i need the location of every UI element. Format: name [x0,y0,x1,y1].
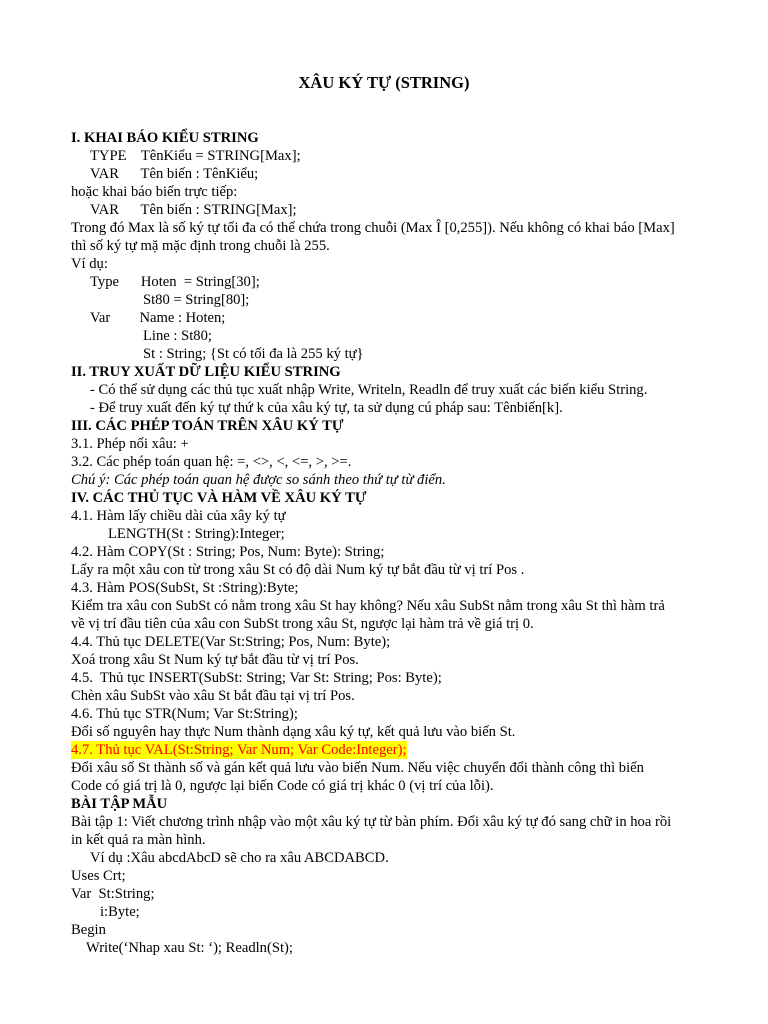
text-line: 4.3. Hàm POS(SubSt, St :String):Byte; [71,580,299,596]
text-line: BÀI TẬP MẪU [71,796,168,812]
text-line: - Để truy xuất đến ký tự thứ k của xâu ký tự, ta sử dụng cú pháp sau: Tênbiến[k]. [90,400,563,416]
text-line: Var Name : Hoten; [90,310,226,326]
text-line: - Có thể sử dụng các thủ tục xuất nhập Write, Writeln, Readln để truy xuất các biến kiểu String. [90,382,648,398]
text-line: Line : St80; [143,328,212,344]
text-line: Lấy ra một xâu con từ trong xâu St có độ dài Num ký tự bắt đầu từ vị trí Pos . [71,562,525,578]
text-line: VAR Tên biến : STRING[Max]; [90,202,297,218]
text-line: Uses Crt; [71,868,126,884]
text-line: LENGTH(St : String):Integer; [108,526,285,542]
text-line: II. TRUY XUẤT DỮ LIỆU KIỂU STRING [71,364,341,380]
text-line: 4.5. Thủ tục INSERT(SubSt: String; Var St: String; Pos: Byte); [71,670,442,686]
text-line: i:Byte; [100,904,140,920]
text-line: 4.6. Thủ tục STR(Num; Var St:String); [71,706,298,722]
text-line: in kết quả ra màn hình. [71,832,206,848]
text-line: Code có giá trị là 0, ngược lại biến Code có giá trị khác 0 (vị trí của lỗi). [71,778,494,794]
text-line: Ví dụ: [71,256,108,272]
text-line: 3.2. Các phép toán quan hệ: =, <>, <, <=, >, >=. [71,454,352,470]
text-line: 4.2. Hàm COPY(St : String; Pos, Num: Byte): String; [71,544,385,560]
text-line: TYPE TênKiểu = STRING[Max]; [90,148,301,164]
text-line: Đổi xâu số St thành số và gán kết quả lưu vào biến Num. Nếu việc chuyển đổi thành công thì biến [71,760,644,776]
text-line: St : String; {St có tối đa là 255 ký tự} [143,346,364,362]
text-line: thì số ký tự mặ mặc định trong chuỗi là 255. [71,238,330,254]
text-line: hoặc khai báo biến trực tiếp: [71,184,238,200]
text-line: Xoá trong xâu St Num ký tự bắt đầu từ vị trí Pos. [71,652,359,668]
text-line: Var St:String; [71,886,155,902]
text-line: Write(‘Nhap xau St: ‘); Readln(St); [86,940,293,956]
text-line: III. CÁC PHÉP TOÁN TRÊN XÂU KÝ TỰ [71,418,344,434]
text-line: Begin [71,922,106,938]
text-line: Kiểm tra xâu con SubSt có nằm trong xâu St hay không? Nếu xâu SubSt nằm trong xâu St thì hàm trả [71,598,665,614]
text-line: Trong đó Max là số ký tự tối đa có thể chứa trong chuỗi (Max Î [0,255]). Nếu không có khai báo [Max] [71,220,675,236]
text-line: Chèn xâu SubSt vào xâu St bắt đầu tại vị trí Pos. [71,688,355,704]
text-line: Type Hoten = String[30]; [90,274,260,290]
text-line: IV. CÁC THỦ TỤC VÀ HÀM VỀ XÂU KÝ TỰ [71,490,367,506]
text-line: Đổi số nguyên hay thực Num thành dạng xâu ký tự, kết quả lưu vào biến St. [71,724,516,740]
text-line: Chú ý: Các phép toán quan hệ được so sánh theo thứ tự từ điển. [71,472,446,488]
text-line: I. KHAI BÁO KIỂU STRING [71,130,259,146]
document-title: XÂU KÝ TỰ (STRING) [298,73,470,92]
text-line: 4.1. Hàm lấy chiều dài của xây ký tự [71,508,286,524]
text-line: Bài tập 1: Viết chương trình nhập vào một xâu ký tự từ bàn phím. Đổi xâu ký tự đó sang chữ in hoa rồi [71,814,672,830]
text-line: về vị trí đầu tiên của xâu con SubSt trong xâu St, ngược lại hàm trả về giá trị 0. [71,616,534,632]
text-line: St80 = String[80]; [143,292,250,308]
text-line: Ví dụ :Xâu abcdAbcD sẽ cho ra xâu ABCDABCD. [90,850,389,866]
text-line: 4.7. Thủ tục VAL(St:String; Var Num; Var Code:Integer); [71,742,407,758]
text-line: 4.4. Thủ tục DELETE(Var St:String; Pos, Num: Byte); [71,634,391,650]
text-line: VAR Tên biến : TênKiểu; [90,166,259,182]
text-line: 3.1. Phép nối xâu: + [71,436,189,452]
